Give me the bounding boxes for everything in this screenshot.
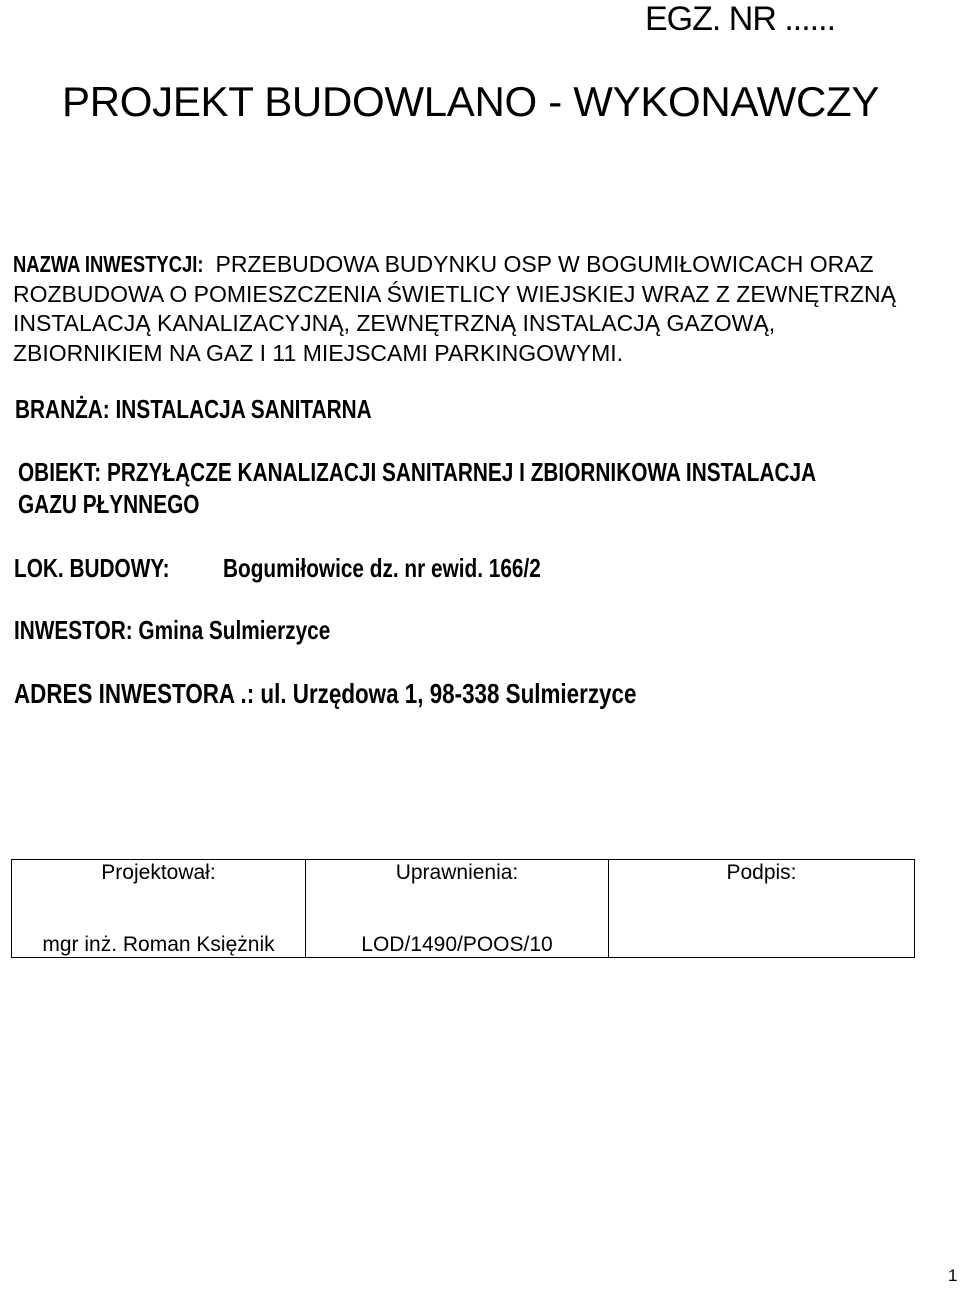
page-number: 1 — [948, 1266, 958, 1285]
object-text-2: GAZU PŁYNNEGO — [18, 489, 200, 519]
investment-name — [13, 250, 943, 368]
page-title: PROJEKT BUDOWLANO - WYKONAWCZY — [62, 78, 880, 125]
investment-line-1 — [13, 250, 943, 280]
signature-row — [12, 860, 915, 958]
investment-text-3: INSTALACJĄ KANALIZACYJNĄ, ZEWNĘTRZNĄ INSTALACJĄ GAZOWĄ, — [13, 310, 776, 336]
investment-text-4: ZBIORNIKIEM NA GAZ I 11 MIEJSCAMI PARKINGOWYMI. — [13, 339, 624, 366]
signature-label: Podpis: — [726, 861, 797, 884]
designer-name: mgr inż. Roman Księżnik — [42, 933, 275, 956]
location-value-text: Bogumiłowice dz. nr ewid. 166/2 — [223, 553, 541, 583]
license-label: Uprawnienia: — [395, 861, 519, 884]
license-cell — [306, 860, 609, 958]
location-label — [14, 553, 209, 584]
location-value — [223, 553, 620, 584]
investor-address-text: ADRES INWESTORA .: ul. Urzędowa 1, 98-338 Sulmierzyce — [14, 678, 637, 709]
investor-text: INWESTOR: Gmina Sulmierzyce — [14, 615, 331, 645]
investment-text-1: PRZEBUDOWA BUDYNKU OSP W BOGUMIŁOWICACH ORAZ — [215, 251, 874, 277]
signature-table — [11, 859, 915, 958]
object-text-1: OBIEKT: PRZYŁĄCZE KANALIZACJI SANITARNEJ I ZBIORNIKOWA INSTALACJA — [18, 457, 817, 487]
trade-branch-text: BRANŻA: INSTALACJA SANITARNA — [15, 394, 372, 424]
object-line-2 — [18, 489, 245, 520]
copy-number: EGZ. NR ...... — [645, 0, 836, 38]
investment-text-2: ROZBUDOWA O POMIESZCZENIA ŚWIETLICY WIEJSKIEJ WRAZ Z ZEWNĘTRZNĄ — [13, 280, 896, 307]
investor-address — [14, 678, 792, 710]
investor — [14, 615, 409, 646]
license-number: LOD/1490/POOS/10 — [361, 933, 553, 956]
designer-label: Projektował: — [101, 861, 216, 884]
investment-label: NAZWA INWESTYCJI: — [13, 251, 204, 277]
designer-cell — [12, 860, 306, 958]
signature-cell — [609, 860, 915, 958]
trade-branch — [15, 394, 461, 425]
location-label-text: LOK. BUDOWY: — [14, 553, 170, 583]
object-line-1 — [18, 457, 960, 488]
